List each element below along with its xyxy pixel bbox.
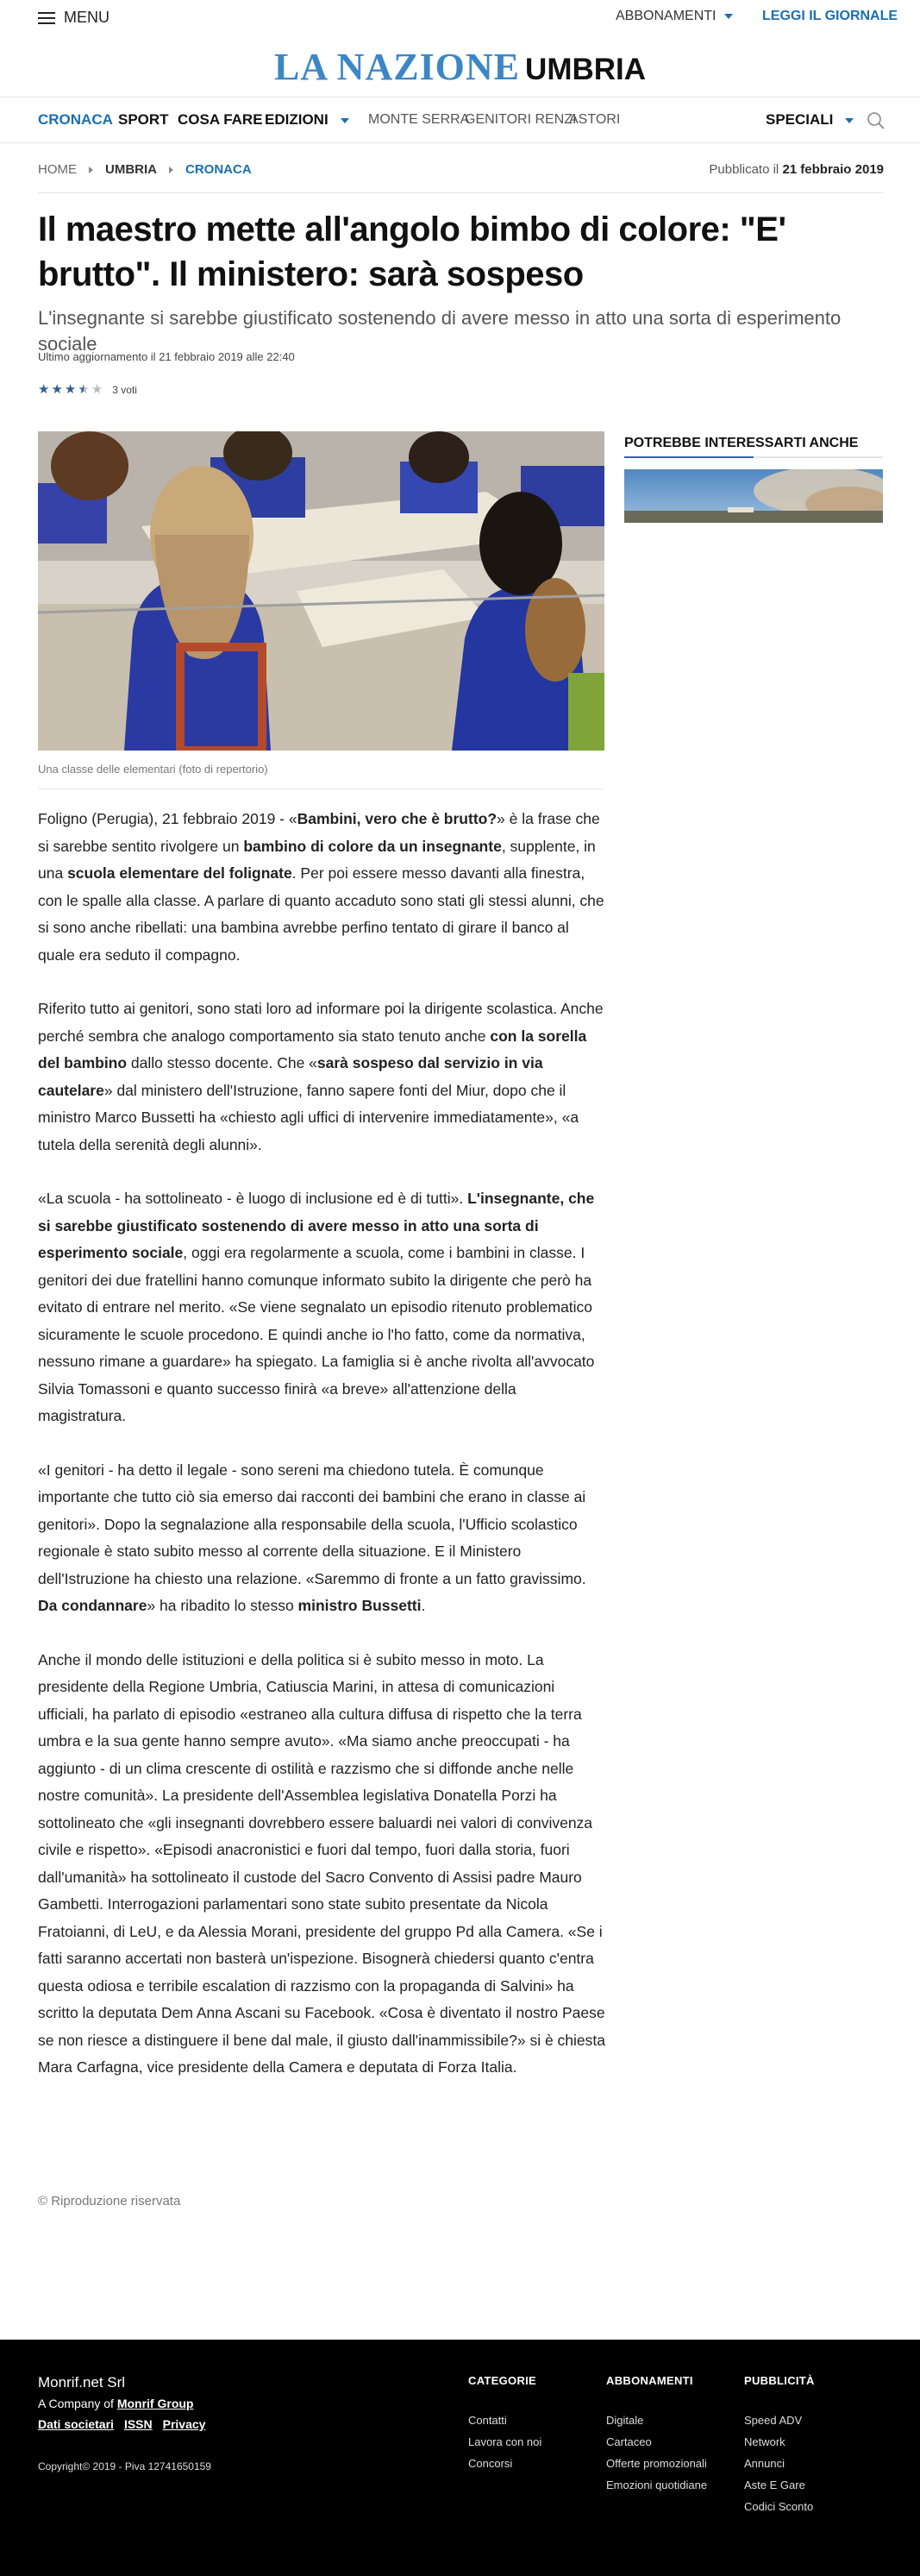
nav-item-edizioni[interactable] <box>265 111 349 129</box>
abbonamenti-dropdown[interactable] <box>616 9 733 24</box>
footer-link[interactable]: Lavora con noi <box>468 2435 542 2448</box>
logo-brand: LA NAZIONE <box>273 46 521 88</box>
article-subtitle: L'insegnante si sarebbe giustificato sostenendo di avere messo in atto una sorta di esperimento sociale <box>38 307 842 355</box>
footer-link[interactable]: Network <box>744 2435 785 2448</box>
nav-item-speciali[interactable] <box>766 111 854 129</box>
breadcrumb-umbria[interactable]: UMBRIA <box>105 162 157 177</box>
chevron-right-icon <box>89 166 93 173</box>
copyright-notice: © Riproduzione riservata <box>38 2194 181 2208</box>
footer-link[interactable]: Emozioni quotidiane <box>606 2479 708 2491</box>
nav-sub-genitori-renzi[interactable]: GENITORI RENZI <box>465 112 577 127</box>
breadcrumb-home[interactable]: HOME <box>38 162 77 177</box>
footer-link[interactable]: Digitale <box>606 2414 644 2427</box>
nav-item-cosa-fare[interactable]: COSA FARE <box>178 111 263 128</box>
sidebar-article-thumbnail[interactable] <box>624 469 883 523</box>
article-paragraph: Anche il mondo delle istituzioni e della politica si è subito messo in moto. La presidente della Regione Umbria, Catiuscia Marini, in attesa di comunicazioni ufficiali, ha parlato di episodio «estraneo alla cultura diffusa di rispetto che la terra umbra e la sua gente hanno sempre avuto». «Ma siamo anche preoccupati - ha aggiunto - di un clima crescente di ostilità e razzismo che si diffonde anche nelle nostre comunità». La presidente dell'Assemblea legislativa Donatella Porzi ha sottolineato che «gli insegnanti dovrebbero essere baluardi nei valori di convivenza civile e rispetto». «Episodi anacronistici e fuori dal tempo, fuori dalla storia, fuori dall'umanità» ha sottolineato il custode del Sacro Convento di Assisi padre Mauro Gambetti. Interrogazioni parlamentari sono state subito presentate da Nicola Fratoianni, di LeU, e da Alessia Morani, presidente del gruppo Pd alla Camera. «Se i fatti saranno accertati non basterà un'ispezione. Bisognerà chiedersi quanto c'entra questa odiosa e terribile escalation di razzismo con la propaganda di Salvini» ha scritto la deputata Dem Anna Ascani su Facebook. «Cosa è diventato il nostro Paese se non riesce a distinguere il bene dal male, il giusto dall'inammissibile?» si è chiesta Mara Carfagna, vice presidente della Camera e deputata di Forza Italia. <box>38 1650 605 2076</box>
menu-label: MENU <box>64 9 110 26</box>
search-icon[interactable] <box>867 111 886 130</box>
publish-prefix: Pubblicato il <box>709 162 779 177</box>
footer-link[interactable]: Speed ADV <box>744 2414 803 2427</box>
footer-copyright: Copyright© 2019 - Piva 12741650159 <box>38 2460 211 2472</box>
footer-column-pubblicita <box>744 2374 815 2517</box>
article-title: Il maestro mette all'angolo bimbo di colore: "E' brutto". Il ministero: sarà sospeso <box>38 210 786 293</box>
logo-region: UMBRIA <box>525 53 647 86</box>
article-image <box>38 431 604 751</box>
divider <box>38 192 883 193</box>
star-icon[interactable]: ★ <box>38 382 50 397</box>
footer <box>0 2340 920 2576</box>
chevron-down-icon <box>845 118 854 123</box>
footer-column-title: CATEGORIE <box>468 2374 537 2387</box>
publish-date <box>709 162 884 177</box>
chevron-down-icon <box>724 14 733 19</box>
nav-item-sport[interactable]: SPORT <box>118 111 169 128</box>
sidebar-underline <box>624 456 883 458</box>
footer-company-of-prefix: A Company of <box>38 2397 114 2410</box>
monrif-group-link[interactable]: Monrif Group <box>116 2397 194 2410</box>
publish-date-value: 21 febbraio 2019 <box>782 162 884 177</box>
sidebar-title: POTREBBE INTERESSARTI ANCHE <box>624 436 859 450</box>
star-icon[interactable]: ★ <box>51 382 63 397</box>
last-updated <box>38 350 295 363</box>
updated-date: 21 febbraio 2019 alle 22:40 <box>159 350 295 363</box>
footer-link[interactable]: Cartaceo <box>606 2435 652 2448</box>
chevron-right-icon <box>169 166 173 173</box>
footer-link[interactable]: Concorsi <box>468 2457 513 2470</box>
votes-count: 3 voti <box>112 383 137 396</box>
abbonamenti-label: ABBONAMENTI <box>616 9 717 23</box>
star-half-icon[interactable]: ★ <box>78 382 90 397</box>
breadcrumb-cronaca[interactable]: CRONACA <box>185 162 252 177</box>
footer-links <box>38 2417 205 2431</box>
nav-sub-monte-serra[interactable]: MONTE SERRA <box>368 112 470 127</box>
footer-column-title: PUBBLICITÀ <box>744 2374 815 2387</box>
footer-link-issn[interactable]: ISSN <box>123 2417 153 2431</box>
leggi-giornale-link[interactable]: LEGGI IL GIORNALE <box>762 9 898 23</box>
footer-link-privacy[interactable]: Privacy <box>162 2417 206 2431</box>
article-paragraph: Foligno (Perugia), 21 febbraio 2019 - «Bambini, vero che è brutto?» è la frase che si sarebbe sentito rivolgere un bambino di colore da un insegnante, supplente, in una scuola elementare del folignate. Per poi essere messo davanti alla finestra, con le spalle alla classe. A parlare di quanto accaduto sono stati gli stessi alunni, che si sono anche ribellati: una bambina avrebbe perfino tentato di girare il banco al quale era seduto il compagno. <box>38 810 604 964</box>
star-icon[interactable]: ★ <box>64 382 77 397</box>
menu-button[interactable] <box>38 9 110 27</box>
article-paragraph: «La scuola - ha sottolineato - è luogo di inclusione ed è di tutti». L'insegnante, che si sarebbe giustificato sostenendo di avere messo in atto una sorta di esperimento sociale, oggi era regolarmente a scuola, come i bambini in classe. I genitori dei due fratellini hanno comunque informato subito la dirigente che però ha evitato di entrare nel merito. «Se viene segnalato un episodio ritenuto problematico sicuramente le scuole procedono. E quindi anche io l'ho fatto, come da normativa, nessuno rimane a guardare» ha spiegato. La famiglia si è anche rivolta all'avvocato Silvia Tomassoni e quanto successo finirà «a breve» all'attenzione della magistratura. <box>38 1190 595 1424</box>
hamburger-icon <box>38 12 55 24</box>
footer-link[interactable]: Aste E Gare <box>744 2479 805 2491</box>
article-paragraph: Riferito tutto ai genitori, sono stati loro ad informare poi la dirigente scolastica. Anche perché sembra che analogo comportamento sia stato tenuto anche con la sorella del bambino dallo stesso docente. Che «sarà sospeso dal servizio in via cautelare» dal ministero dell'Istruzione, fanno sapere fonti del Miur, dopo che il ministro Marco Bussetti ha «chiesto agli uffici di intervenire immediatamente», «a tutela della serenità degli alunni». <box>38 1000 604 1153</box>
footer-column-title: ABBONAMENTI <box>606 2374 693 2387</box>
star-rating[interactable] <box>38 383 137 396</box>
footer-link[interactable]: Contatti <box>468 2414 507 2427</box>
breadcrumb <box>38 162 252 177</box>
nav-edizioni-label: EDIZIONI <box>265 111 329 128</box>
nav-speciali-label: SPECIALI <box>766 111 834 128</box>
footer-column-categorie <box>468 2374 541 2474</box>
article-paragraph: «I genitori - ha detto il legale - sono sereni ma chiedono tutela. È comunque importante che tutto ciò sia emerso dai racconti dei bambini che erano in classe ai genitori». Dopo la segnalazione alla responsabile della scuola, l'Ufficio scolastico regionale è stato subito messo al corrente della situazione. E il Ministero dell'Istruzione ha chiesto una relazione. «Saremmo di fronte a un fatto gravissimo. Da condannare» ha ribadito lo stesso ministro Bussetti. <box>38 1461 586 1614</box>
footer-company-of <box>38 2397 193 2410</box>
updated-prefix: Ultimo aggiornamento il <box>38 350 156 363</box>
nav-item-cronaca[interactable]: CRONACA <box>38 111 113 128</box>
footer-company: Monrif.net Srl <box>38 2374 126 2391</box>
chevron-down-icon <box>341 118 349 123</box>
nav-sub-astori[interactable]: ASTORI <box>569 112 621 127</box>
footer-link[interactable]: Offerte promozionali <box>606 2457 707 2470</box>
star-icon[interactable]: ★ <box>91 382 103 397</box>
footer-link-dati-societari[interactable]: Dati societari <box>38 2417 114 2431</box>
main-nav <box>0 97 920 143</box>
footer-link[interactable]: Codici Sconto <box>744 2500 814 2513</box>
site-logo[interactable] <box>0 45 920 89</box>
image-caption: Una classe delle elementari (foto di repertorio) <box>38 763 268 776</box>
footer-link[interactable]: Annunci <box>744 2457 785 2470</box>
article-body <box>38 806 607 2108</box>
footer-column-abbonamenti <box>606 2374 707 2496</box>
top-bar <box>0 0 920 38</box>
